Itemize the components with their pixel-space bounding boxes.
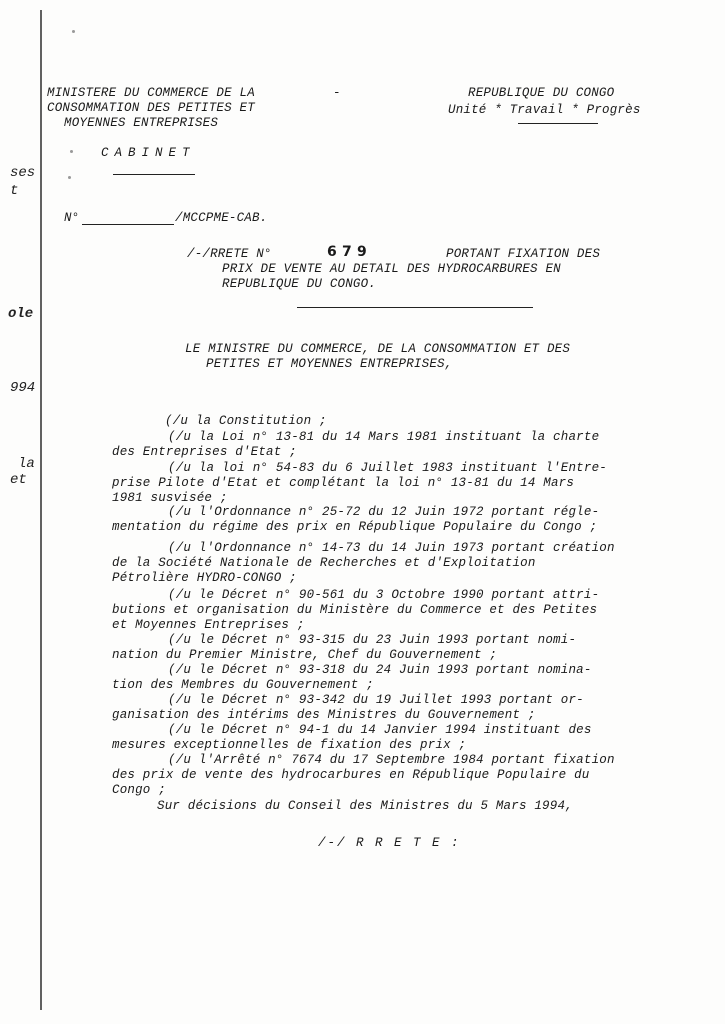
visa-line: et Moyennes Entreprises ; (112, 618, 305, 632)
republic-title: REPUBLIQUE DU CONGO (468, 86, 615, 100)
arrete-number: 6 7 9 (327, 244, 367, 260)
visa-line: tion des Membres du Gouvernement ; (112, 678, 374, 692)
ministry-line: MINISTERE DU COMMERCE DE LA (47, 86, 255, 100)
visa-line: (/u le Décret n° 93-315 du 23 Juin 1993 portant nomi- (168, 633, 577, 647)
margin-fragment: 994 (10, 380, 36, 396)
visa-line: (/u le Décret n° 93-318 du 24 Juin 1993 portant nomina- (168, 663, 592, 677)
arrete-title-line2: PRIX DE VENTE AU DETAIL DES HYDROCARBURES EN (222, 262, 561, 276)
ministry-line: MOYENNES ENTREPRISES (64, 116, 219, 130)
minister-line2: PETITES ET MOYENNES ENTREPRISES, (206, 357, 453, 371)
scan-speck (72, 30, 75, 33)
margin-fragment: ole (8, 306, 34, 322)
arrete-prefix: /-/RRETE N° (187, 247, 272, 261)
cabinet-underline (113, 174, 195, 175)
binding-edge (40, 10, 42, 1010)
arrete-title-line1: PORTANT FIXATION DES (446, 247, 601, 261)
visa-line: Sur décisions du Conseil des Ministres du 5 Mars 1994, (157, 799, 573, 813)
visa-line: des Entreprises d'Etat ; (112, 445, 297, 459)
visa-line: (/u le Décret n° 93-342 du 19 Juillet 1993 portant or- (168, 693, 584, 707)
minister-line1: LE MINISTRE DU COMMERCE, DE LA CONSOMMATION ET DES (185, 342, 571, 356)
visa-line: Pétrolière HYDRO-CONGO ; (112, 571, 297, 585)
ref-prefix: N° (64, 211, 80, 225)
visa-line: des prix de vente des hydrocarbures en République Populaire du (112, 768, 590, 782)
visa-line: mentation du régime des prix en République Populaire du Congo ; (112, 520, 598, 534)
motto-underline (518, 123, 598, 124)
visa-line: (/u la Constitution ; (165, 414, 327, 428)
margin-fragment: la (18, 456, 35, 472)
visa-line: (/u l'Ordonnance n° 25-72 du 12 Juin 1972 portant régle- (168, 505, 600, 519)
header-dash: - (333, 86, 341, 100)
visa-line: mesures exceptionnelles de fixation des prix ; (112, 738, 467, 752)
republic-motto: Unité * Travail * Progrès (448, 103, 641, 117)
cabinet-label: CABINET (101, 146, 196, 160)
arrete-title-line3: REPUBLIQUE DU CONGO. (222, 277, 377, 291)
arrete-heading: /-/ R R E T E : (318, 836, 461, 850)
visa-line: 1981 susvisée ; (112, 491, 228, 505)
margin-fragment: ses (10, 165, 36, 181)
visa-line: prise Pilote d'Etat et complétant la loi n° 13-81 du 14 Mars (112, 476, 575, 490)
visa-line: ganisation des intérims des Ministres du Gouvernement ; (112, 708, 536, 722)
visa-line: (/u l'Ordonnance n° 14-73 du 14 Juin 1973 portant création (168, 541, 615, 555)
visa-line: (/u l'Arrêté n° 7674 du 17 Septembre 1984 portant fixation (168, 753, 615, 767)
ministry-line: CONSOMMATION DES PETITES ET (47, 101, 255, 115)
visa-line: (/u la Loi n° 13-81 du 14 Mars 1981 instituant la charte (168, 430, 600, 444)
ref-code: /MCCPME-CAB. (175, 211, 268, 225)
visa-line: Congo ; (112, 783, 166, 797)
visa-line: butions et organisation du Ministère du Commerce et des Petites (112, 603, 598, 617)
visa-line: (/u la loi n° 54-83 du 6 Juillet 1983 instituant l'Entre- (168, 461, 607, 475)
ref-blank-line (82, 224, 174, 225)
margin-fragment: et (10, 472, 27, 488)
margin-fragment: t (10, 183, 19, 199)
scan-speck (70, 150, 73, 153)
visa-line: (/u le Décret n° 90-561 du 3 Octobre 1990 portant attri- (168, 588, 600, 602)
scan-speck (68, 176, 71, 179)
title-separator (297, 307, 533, 308)
visa-line: nation du Premier Ministre, Chef du Gouvernement ; (112, 648, 498, 662)
visa-line: (/u le Décret n° 94-1 du 14 Janvier 1994 instituant des (168, 723, 592, 737)
visa-line: de la Société Nationale de Recherches et d'Exploitation (112, 556, 536, 570)
